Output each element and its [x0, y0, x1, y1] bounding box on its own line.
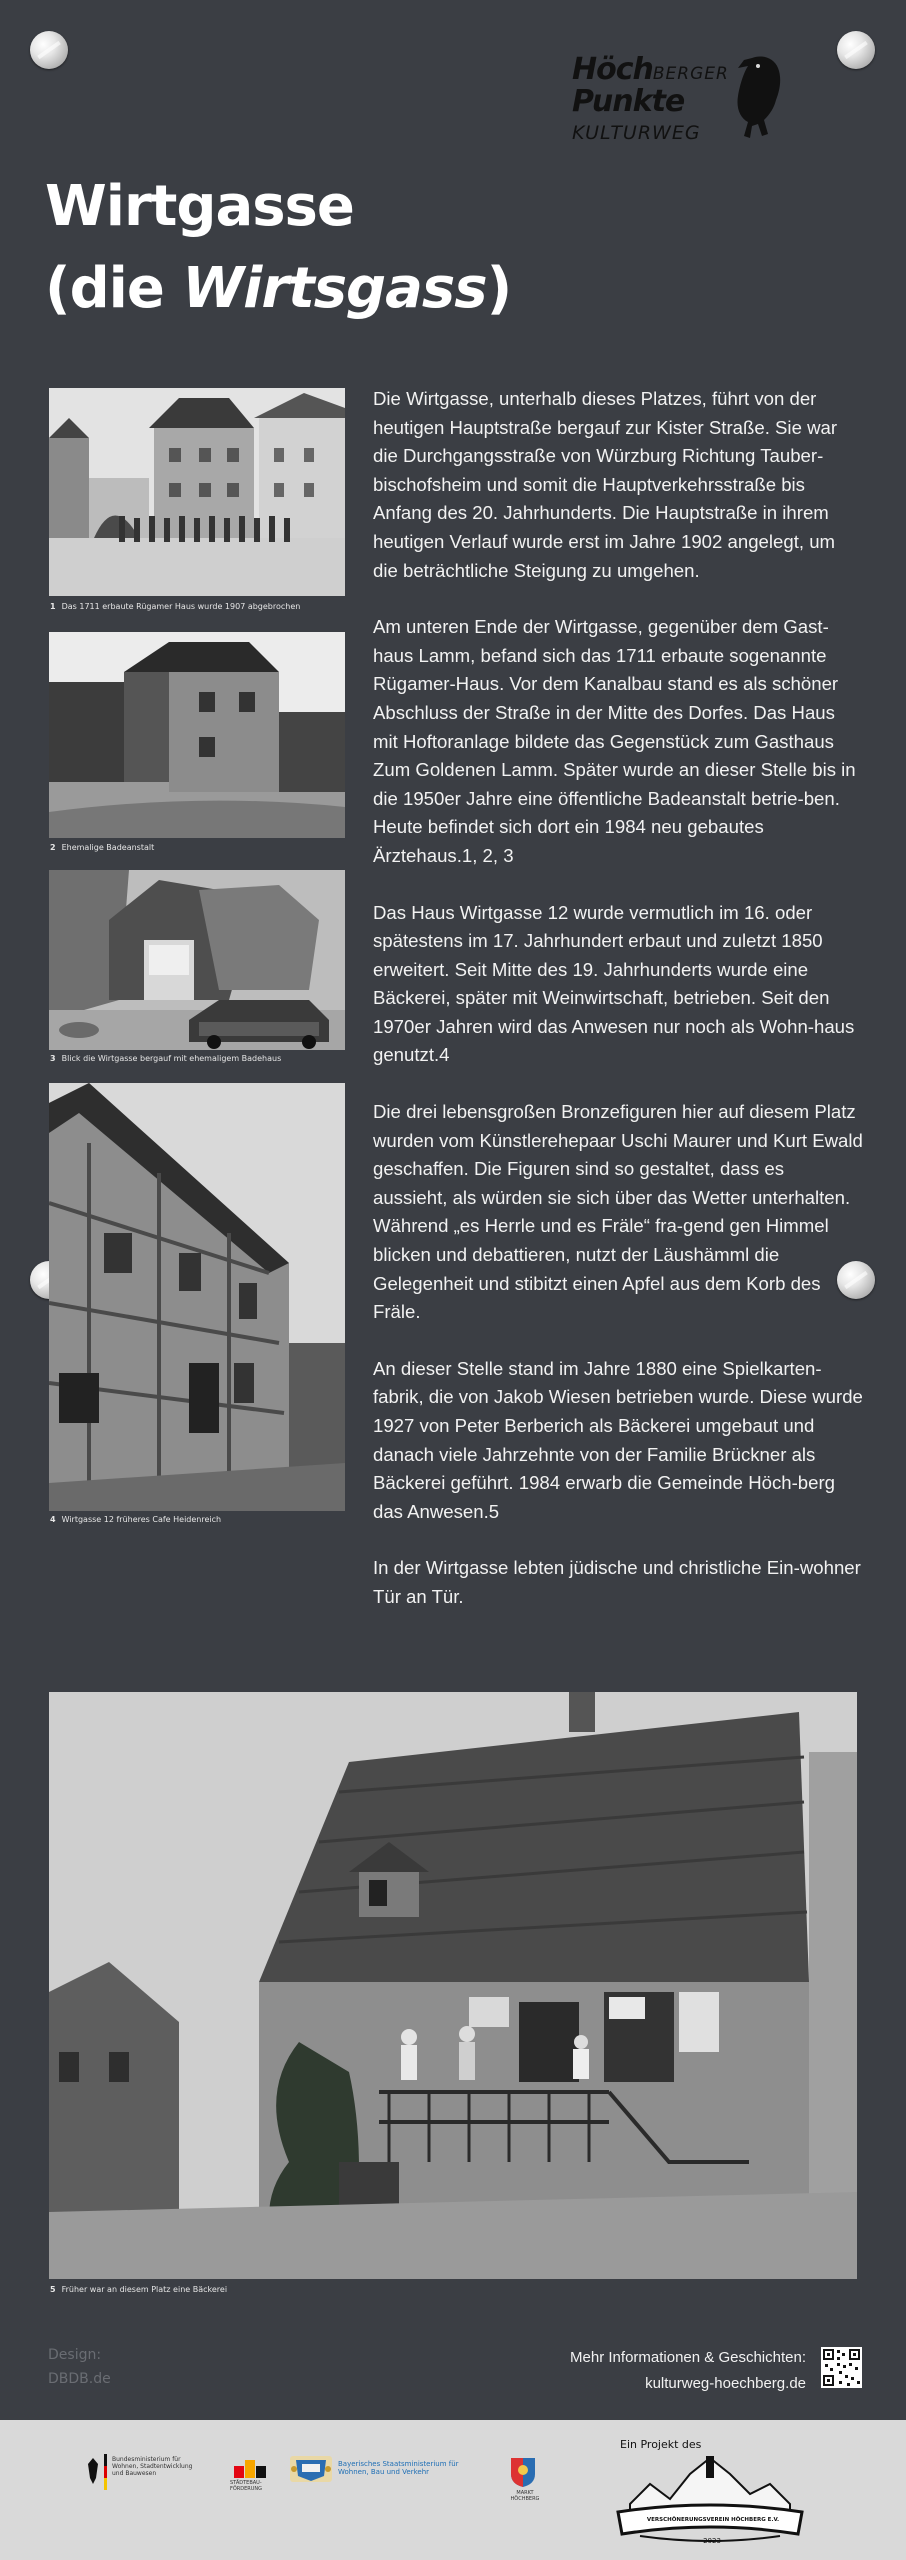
year-label: 2023: [703, 2537, 721, 2545]
qr-code-icon[interactable]: [821, 2347, 862, 2388]
title-line-1: Wirtgasse: [45, 174, 354, 239]
raven-icon: [722, 50, 792, 148]
photo-badeanstalt: [49, 632, 345, 838]
staedtebau-icon: [232, 2456, 268, 2478]
logo-line-3: KULTURWEG: [572, 122, 701, 144]
staedtebau-label: STÄDTEBAU-FÖRDERUNG: [230, 2480, 263, 2492]
german-flag-icon: [104, 2454, 107, 2490]
federal-eagle-icon: [86, 2456, 100, 2488]
photo-wirtgasse-bergauf: [49, 870, 345, 1050]
projekt-label: Ein Projekt des: [620, 2438, 702, 2451]
kulturweg-logo: [572, 50, 792, 150]
photo-baeckerei: [49, 1692, 857, 2279]
more-info: [570, 2345, 806, 2397]
paragraph-6: In der Wirtgasse lebten jüdische und christliche Ein-wohner Tür an Tür.: [373, 1557, 861, 1607]
photo-caption: 4 Wirtgasse 12 früheres Cafe Heidenreich: [50, 1515, 222, 1524]
bavaria-coat-of-arms-icon: [290, 2456, 332, 2482]
paragraph-4: Die drei lebensgroßen Bronzefiguren hier auf diesem Platz wurden vom Künstlerehepaar Uschi Maurer und Kurt Ewald geschaffen. Die Figuren sind so gestaltet, dass es aussieht, als würden sie sich über das Wetter unterhalten. Während „es Herrle und es Fräle“ fra-gend gen Himmel blicken und debattieren, nutzt der Läushämml die Gelegenheit und stibitzt einen Apfel aus dem Korb des Fräle.: [373, 1101, 863, 1323]
mounting-screw-icon: [30, 31, 68, 69]
photo-caption: 3 Blick die Wirtgasse bergauf mit ehemaligem Badehaus: [50, 1054, 282, 1063]
markt-label: MARKT HÖCHBERG: [510, 2490, 540, 2502]
bmwsb-logo: Bundesministerium für Wohnen, Stadtentwicklung und Bauwesen: [112, 2456, 193, 2477]
design-label: Design:: [48, 2347, 102, 2363]
paragraph-2: Am unteren Ende der Wirtgasse, gegenüber dem Gast-haus Lamm, befand sich das 1711 erbaute sogenannte Rügamer-Haus. Vor dem Kanalbau stand es als schöner Abschluss der Straße in der Mitte des Dorfes. Das Haus mit Hoftoranlage bildete das Gegenstück zum Gasthaus Zum Goldenen Lamm. Später wurde an dieser Stelle bis in die 1950er Jahre eine öffentliche Badeanstalt betrie-ben. Heute befindet sich dort ein 1984 neu gebautes Ärztehaus.1, 2, 3: [373, 616, 856, 866]
verein-label: VERSCHÖNERUNGSVEREIN HÖCHBERG E.V.: [646, 2517, 780, 2523]
paragraph-3: Das Haus Wirtgasse 12 wurde vermutlich im 16. oder spätestens im 17. Jahrhundert erbaut und zuletzt 1850 erweitert. Seit Mitte des 19. Jahrhunderts wurde eine Bäckerei, später mit Weinwirtschaft, betrieben. Seit den 1970er Jahren wird das Anwesen nur noch als Wohn-haus genutzt.4: [373, 901, 855, 1066]
logo-line-2: Punkte: [572, 84, 685, 119]
photo-caption: 2 Ehemalige Badeanstalt: [50, 843, 155, 852]
markt-hoechberg-crest-icon: [505, 2456, 541, 2488]
more-info-label: Mehr Informationen & Geschichten:: [570, 2349, 806, 2366]
mounting-screw-icon: [837, 31, 875, 69]
design-credit: [48, 2343, 111, 2391]
verschoenerungsverein-emblem-icon: [610, 2454, 810, 2550]
design-name: DBDB.de: [48, 2371, 111, 2387]
photo-ruegamer-haus: [49, 388, 345, 596]
photo-wirtgasse-12: [49, 1083, 345, 1511]
article-body: [373, 385, 863, 1640]
website-link[interactable]: kulturweg-hoechberg.de: [645, 2375, 806, 2392]
photo-caption: 1 Das 1711 erbaute Rügamer Haus wurde 1907 abgebrochen: [50, 602, 301, 611]
page-title: [45, 166, 511, 330]
bayern-ministry-label: Bayerisches Staatsministerium für Wohnen, Bau und Verkehr: [338, 2460, 459, 2476]
paragraph-5: An dieser Stelle stand im Jahre 1880 eine Spielkarten-fabrik, die von Jakob Wiesen betrieben wurde. Diese wurde 1927 von Peter Berberich als Bäckerei umgebaut und danach viele Jahrzehnte von der Familie Brückner als Bäckerei geführt. 1984 erwarb die Gemeinde Höch-berg das Anwesen.5: [373, 1357, 863, 1522]
logo-line-1: HöchBERGER: [572, 52, 729, 87]
sponsor-footer: [0, 2420, 906, 2560]
paragraph-1: Die Wirtgasse, unterhalb dieses Platzes, führt von der heutigen Hauptstraße bergauf zur Kister Straße. Sie war die Durchgangsstraße von Würzburg Richtung Tauber-bischofsheim und somit die Hauptverkehrsstraße bis Anfang des 20. Jahrhunderts. Die Hauptstraße in ihrem heutigen Verlauf wurde erst im Jahre 1902 angelegt, um die beträchtliche Steigung zu umgehen.: [373, 388, 838, 581]
photo-caption: 5 Früher war an diesem Platz eine Bäckerei: [50, 2285, 228, 2294]
title-line-2: (die Wirtsgass): [45, 256, 512, 321]
